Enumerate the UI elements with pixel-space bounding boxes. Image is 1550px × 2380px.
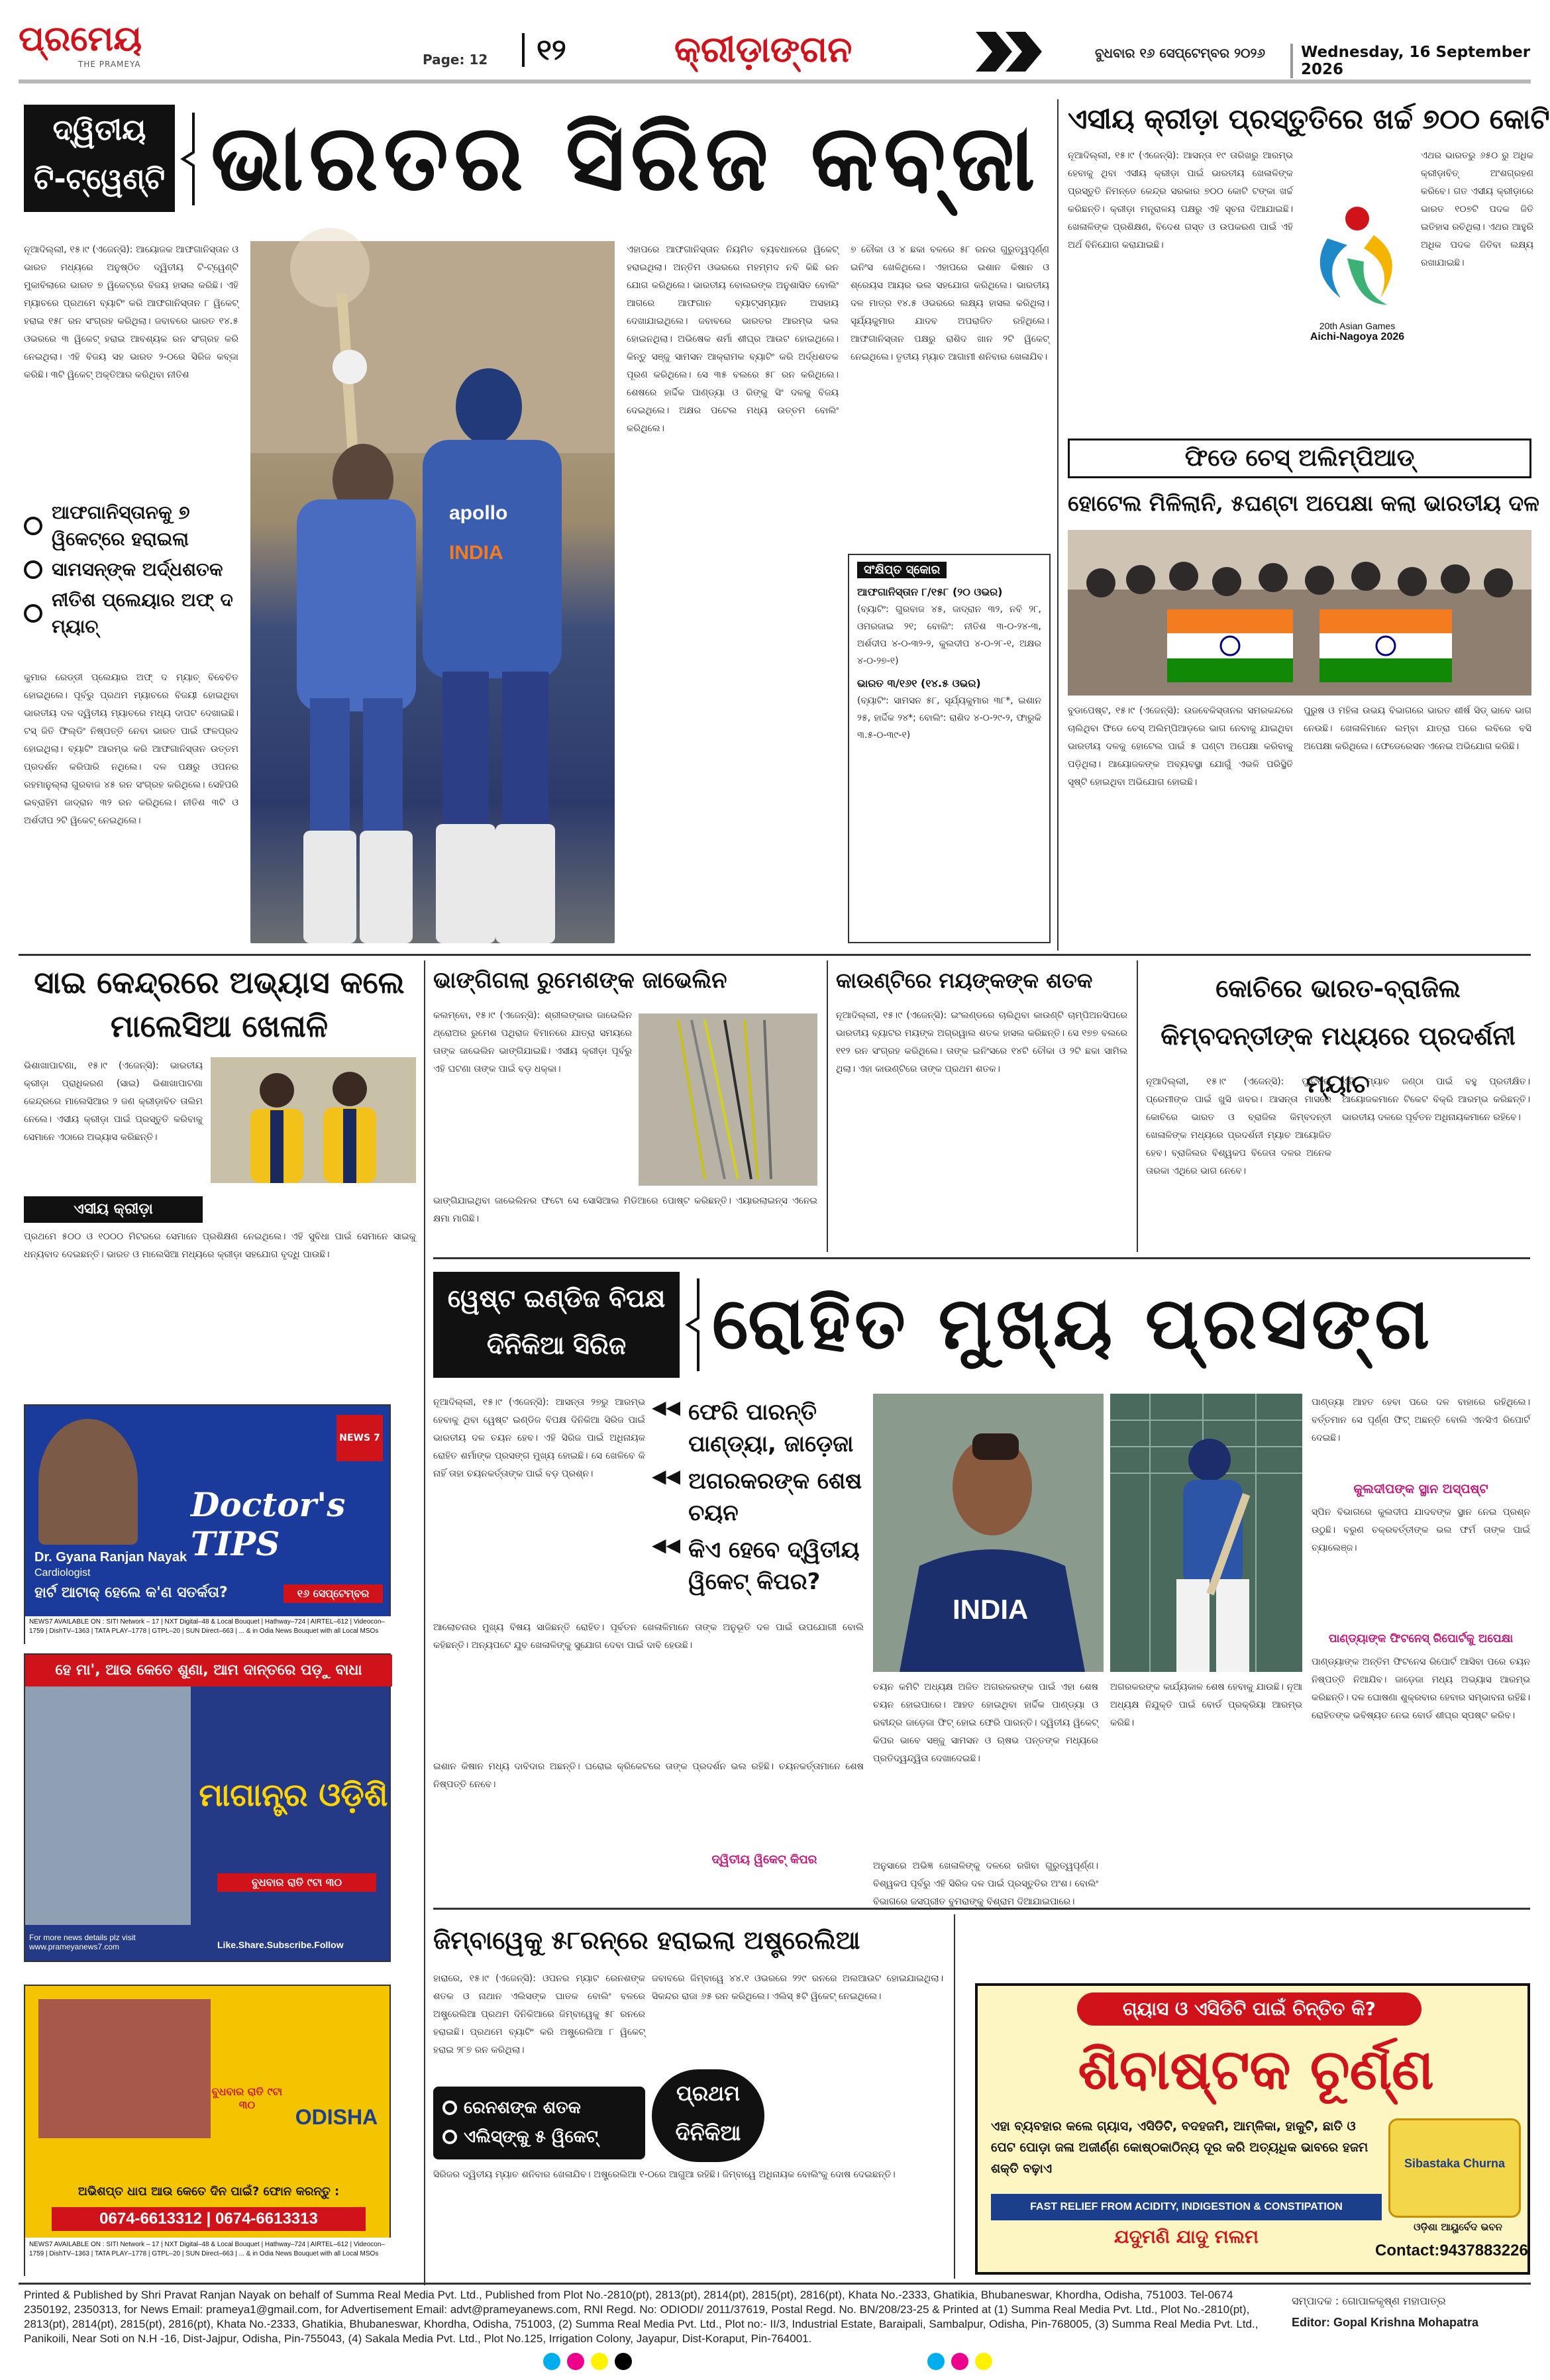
section-rule	[19, 954, 1531, 956]
kicker-divider-icon	[685, 1278, 705, 1371]
rohit-body-col1b: ଆଲୋଚନାର ମୁଖ୍ୟ ବିଷୟ ସାଜିଛନ୍ତି ରୋହିତ। ପୂର୍ବତନ ଖେଳାଳିମାନେ ତାଙ୍କ ଅନୁଭୂତି ଦଳ ପାଇଁ ଉପଯୋଗୀ ବୋଲି କହିଛନ୍ତି। ଅନ୍ୟପଟେ ଯୁବ ଖେଳାଳିଙ୍କୁ ସୁଯୋଗ ଦେବା ପାଇଁ ଦାବି ହେଉଛି।	[433, 1622, 864, 1651]
rohit-body-col3b: ଅଗରକରଙ୍କ କାର୍ଯ୍ୟକାଳ ଶେଷ ହେବାକୁ ଯାଉଛି। ନୂଆ ଅଧ୍ୟକ୍ଷ ନିଯୁକ୍ତି ପାଇଁ ବୋର୍ଡ ପ୍ରକ୍ରିୟା ଆରମ୍ଭ କରିଛି।	[1110, 1682, 1302, 1728]
page-label: Page: 12	[423, 52, 488, 68]
churna-pack-label: Sibastaka Churna	[1404, 2157, 1506, 2170]
rohit-body-col3: ଅନୁସାରେ ଅଭିଜ୍ଞ ଖେଳାଳିଙ୍କୁ ଦଳରେ ରଖିବା ଗୁରୁତ୍ୱପୂର୍ଣ୍ଣ। ବିଶ୍ୱକପ ପୂର୍ବରୁ ଏହି ସିରିଜ ଦଳ ପାଇଁ ପ୍ରସ୍ତୁତିର ଅଂଶ। ବୋଲିଂ ବିଭାଗରେ ଜସପ୍ରୀତ ବୁମରାଙ୍କୁ ବିଶ୍ରାମ ଦିଆଯାଇପାରେ।	[873, 1861, 1098, 1907]
sai-photo	[211, 1057, 416, 1183]
registration-marks	[543, 2353, 1007, 2373]
brazil-body-col1: ନୂଆଦିଲ୍ଲୀ, ୧୫।୯ (ଏଜେନ୍ସି): ଫୁଟବଲ ପ୍ରେମୀଙ୍କ ପାଇଁ ଖୁସି ଖବର। ଆସନ୍ତା ମାସରେ କୋଚିରେ ଭାରତ ଓ ବ୍ରାଜିଲ କିମ୍ବଦନ୍ତୀ ଖେଳାଳିଙ୍କ ମଧ୍ୟରେ ପ୍ରଦର୍ଶନୀ ମ୍ୟାଚ ଆୟୋଜିତ ହେବ। ବ୍ରାଜିଲର ବିଶ୍ୱକପ ବିଜେତା ଦଳର ଅନେକ ତାରକା ଏଥିରେ ଭାଗ ନେବେ।	[1146, 1076, 1331, 1176]
odisha-ad-title: ODISHA	[295, 2105, 378, 2129]
doctor-ad-name: Dr. Gyana Ranjan Nayak	[34, 1550, 187, 1565]
sai-athletes-illustration	[211, 1057, 416, 1183]
scorecard-box	[848, 554, 1051, 943]
doctor-ad-photo	[38, 1419, 138, 1545]
cricketer-illustration	[250, 241, 615, 943]
chess-body-col1: ବୁଡାପେଷ୍ଟ, ୧୫।୯ (ଏଜେନ୍ସି): ଉଜବେକିସ୍ତାନର ସମରକନ୍ଦରେ ଚାଲିଥିବା ଫିଡେ ଚେସ୍ ଅଲିମ୍ପିଆଡ଼ରେ ଭାଗ ନେବାକୁ ଯାଇଥିବା ଭାରତୀୟ ଦଳକୁ ହୋଟେଲ ପାଇଁ ୫ ଘଣ୍ଟା ଅପେକ୍ଷା କରିବାକୁ ପଡ଼ିଥିଲା। ଆୟୋଜକଙ୍କ ଅବ୍ୟବସ୍ଥା ଯୋଗୁଁ ଏଭଳି ପରିସ୍ଥିତି ସୃଷ୍ଟି ହୋଇଥିବା ଅଭିଯୋଗ ହୋଇଛି।	[1068, 705, 1293, 788]
chess-kicker: ଫିଡେ ଚେସ୍ ଅଲିମ୍ପିଆଡ୍	[1068, 439, 1531, 478]
churna-ad[interactable]	[975, 1983, 1530, 2275]
rohit-kicker-line1: ୱେଷ୍ଟ ଇଣ୍ଡିଜ ବିପକ୍ଷ	[447, 1284, 666, 1313]
churna-pack	[1388, 2118, 1521, 2218]
rohit-illustration	[1110, 1394, 1302, 1672]
odisha-ad-footer: NEWS7 AVAILABLE ON : SITI Network – 17 | NXT Digital–48 & Local Bouquet | Hathway–724 | AIRTEL–612 | Videocon–1759 | DishTV–1363 | TATA PLAY–1778 | GTPL–20 | SUN Direct–663 | ... & in Odia News Bouquet with all Local MSOs	[25, 2238, 392, 2277]
zim-point: ଏଲିସ୍‌ଙ୍କୁ ୫ ୱିକେଟ୍	[442, 2122, 636, 2151]
lead-bullet: ସାମସନ୍‌ଙ୍କ ଅର୍ଦ୍ଧଶତକ	[24, 556, 242, 583]
churna-ad-top: ଗ୍ୟାସ ଓ ଏସିଡିଟି ପାଇଁ ଚିନ୍ତିତ କି?	[1077, 1992, 1421, 2026]
rohit-points	[652, 1396, 864, 1598]
churna-ad-brand: ଯଦୁମଣି ଯାଦୁ ମଲମ	[1113, 2226, 1259, 2248]
date-odia: ବୁଧବାର ୧୬ ସେପ୍ଟେମ୍ବର ୨୦୨୬	[1095, 45, 1266, 61]
logo-text: ପ୍ରମେୟ	[19, 19, 142, 59]
zim-body-col2: ଜବାବରେ ଜିମ୍ବାୱେ ୪୪.୧ ଓଭରରେ ୨୨୯ ରନରେ ଅଲଆଉଟ ହୋଇଯାଇଥିଲା। ସିକନ୍ଦର ରାଜା ୬୫ ରନ କରିଥିଲେ। ଏଲିସ୍ ୫ଟି ୱିକେଟ୍ ନେଇଥିଲେ।	[652, 1973, 943, 2002]
sai-body: ଭିଶାଖାପାଟଣା, ୧୫।୯ (ଏଜେନ୍ସି): ଭାରତୀୟ କ୍ରୀଡ଼ା ପ୍ରାଧିକରଣ (ସାଇ) ଭିଶାଖାପାଟଣା କେନ୍ଦ୍ରରେ ମାଲେସିଆର ୨ ଜଣ କ୍ରୀଡ଼ାବିତ ତାଲିମ ନେଲେ। ଏସୀୟ କ୍ରୀଡ଼ା ପାଇଁ ପ୍ରସ୍ତୁତି କରିବାକୁ ସେମାନେ ଏଠାରେ ଅଭ୍ୟାସ କରିଛନ୍ତି।	[24, 1061, 203, 1143]
doctor-tips-ad[interactable]	[24, 1404, 391, 1644]
section-title: କ୍ରୀଡ଼ାଙ୍ଗନ	[674, 28, 852, 70]
rohit-photo	[1110, 1394, 1302, 1672]
zim-body-col1: ହାରାରେ, ୧୫।୯ (ଏଜେନ୍ସି): ଓପନର ମ୍ୟାଟ ରେନଶଙ୍କ ଶତକ ଓ ନାଥାନ ଏଲିସଙ୍କ ଘାତକ ବୋଲିଂ ବଳରେ ଅଷ୍ଟ୍ରେଲିଆ ପ୍ରଥମ ଦିନିକିଆରେ ଜିମ୍ବାୱେକୁ ୫୮ ରନରେ ହରାଇଛି। ପ୍ରଥମେ ବ୍ୟାଟିଂ କରି ଅଷ୍ଟ୍ରେଲିଆ ୮ ୱିକେଟ୍ ହରାଇ ୨୮୭ ରନ କରିଥିଲା।	[433, 1973, 645, 2055]
lead-bullets	[24, 499, 242, 640]
masthead	[19, 19, 1531, 78]
doctor-ad-title: Doctor's TIPS	[191, 1485, 346, 1563]
column-rule	[1057, 99, 1059, 951]
rohit-body-col2: ଚୟନ କମିଟି ଅଧ୍ୟକ୍ଷ ଅଜିତ ଅଗରକରଙ୍କ ପାଇଁ ଏହା ଶେଷ ଚୟନ ହୋଇପାରେ। ଆହତ ହୋଇଥିବା ହାର୍ଦ୍ଦିକ ପାଣ୍ଡ୍ୟା ଓ ରବୀନ୍ଦ୍ର ଜାଡ଼େଜା ଫିଟ୍ ହୋଇ ଫେରି ପାରନ୍ତି। ଦ୍ୱିତୀୟ ୱିକେଟ୍ କିପର ଭାବେ ସଞ୍ଜୁ ସାମସନ ଓ ଋଷଭ ପନ୍ତଙ୍କ ମଧ୍ୟରେ ପ୍ରତିଦ୍ୱନ୍ଦ୍ୱିତା ଦେଖାଦେଇଛି।	[873, 1682, 1098, 1764]
scorecard-team2: ଭାରତ ୩/୧୬୧ (୧୪.୫ ଓଭର)	[857, 677, 981, 690]
rohit-body-col2b: ଇଶାନ କିଷାନ ମଧ୍ୟ ଦାବିଦାର ଅଛନ୍ତି। ଘରୋଇ କ୍ରିକେଟରେ ତାଙ୍କ ପ୍ରଦର୍ଶନ ଭଲ ରହିଛି। ଚୟନକର୍ତ୍ତାମାନେ ଶେଷ ନିଷ୍ପତ୍ତି ନେବେ।	[433, 1761, 864, 1790]
churna-ad-desc: ଏହା ବ୍ୟବହାର କଲେ ଗ୍ୟାସ, ଏସିଡିଟି, ବଦହଜମି, ଆମ୍ଳିକା, ହାକୁଟି, ଛାତି ଓ ପେଟ ପୋଡ଼ା ଜଳା ଅଜୀର୍ଣ୍ଣ କୋଷ୍ଠକାଠିନ୍ୟ ଦୂର କରି ଅତ୍ୟଧିକ ଭାବରେ ହଜମ ଶକ୍ତି ବଢ଼ାଏ	[991, 2119, 1369, 2176]
rohit-headline: ରୋହିତ ମୁଖ୍ୟ ପ୍ରସଙ୍ଗ	[712, 1282, 1434, 1365]
zim-badge-line1: ପ୍ରଥମ	[676, 2081, 741, 2106]
zim-point: ରେନଶଙ୍କ ଶତକ	[442, 2093, 636, 2122]
rohit-point: ◀◀ କିଏ ହେବେ ଦ୍ୱିତୀୟ ୱିକେଟ୍ କିପର?	[652, 1534, 864, 1598]
lead-body-col2: ଏହାପରେ ଆଫଗାନିସ୍ତାନ ନିୟମିତ ବ୍ୟବଧାନରେ ୱିକେଟ୍ ହରାଇଥିଲା। ଅନ୍ତିମ ଓଭରରେ ମହମ୍ମଦ ନବି କିଛି ରନ ଯୋଗ କରିଥିଲେ। ଭାରତୀୟ ବୋଲରଙ୍କ ଅନୁଶାସିତ ବୋଲିଂ ଆଗରେ ଆଫଗାନ ବ୍ୟାଟ୍ସମ୍ୟାନ ଅସହାୟ ଦେଖାଯାଇଥିଲେ। ଜବାବରେ ଭାରତର ଆରମ୍ଭ ଭଲ ହୋଇନଥିଲା। ଅଭିଷେକ ଶର୍ମା ଶୀଘ୍ର ଆଉଟ ହୋଇଥିଲେ। କିନ୍ତୁ ସଞ୍ଜୁ ସାମସନ ଆକ୍ରାମକ ବ୍ୟାଟିଂ କରି ଅର୍ଦ୍ଧଶତକ ପୂରଣ କରିଥିଲେ। ସେ ୩୫ ବଲରେ ୫୮ ରନ କରିଥିଲେ। ଶେଷରେ ହାର୍ଦ୍ଦିକ ପାଣ୍ଡ୍ୟା ଓ ରିଙ୍କୁ ସିଂ ଦଳକୁ ବିଜୟ ଦେଇଥିଲେ। ଅକ୍ଷର ପଟେଲ ମଧ୍ୟ ଉତ୍ତମ ବୋଲିଂ କରିଥିଲେ।	[627, 244, 839, 434]
tv-show-ad[interactable]	[24, 1653, 391, 1962]
rohit-point: ◀◀ ଅଗରକରଙ୍କ ଶେଷ ଚୟନ	[652, 1465, 864, 1529]
rohit-subhead: କୁଲଦୀପଙ୍କ ସ୍ଥାନ ଅସ୍ପଷ୍ଟ	[1312, 1477, 1530, 1501]
svg-text:apollo: apollo	[449, 502, 508, 524]
churna-ad-company: ଓଡ଼ିଶା ଆୟୁର୍ବେଦ ଭବନ	[1414, 2221, 1502, 2233]
lead-kicker-line2: ଟି-ଟ୍ୱେଣ୍ଟି	[33, 162, 166, 196]
column-rule	[827, 960, 828, 1252]
footer-editor: Editor: Gopal Krishna Mohapatra	[1292, 2316, 1479, 2329]
svg-text:INDIA: INDIA	[449, 542, 503, 564]
chess-headline: ହୋଟେଲ ମିଳିଲାନି, ୫ଘଣ୍ଟା ଅପେକ୍ଷା କଲା ଭାରତୀୟ ଦଳ	[1068, 490, 1540, 516]
rohit-body-col4b: ସ୍ପିନ ବିଭାଗରେ କୁଲଦୀପ ଯାଦବଙ୍କ ସ୍ଥାନ ନେଇ ପ୍ରଶ୍ନ ଉଠୁଛି। ବରୁଣ ଚକ୍ରବର୍ତ୍ତୀଙ୍କ ଭଲ ଫର୍ମ ତାଙ୍କ ପାଇଁ ଚ୍ୟାଲେଞ୍ଜ।	[1312, 1507, 1530, 1553]
pandya-illustration	[873, 1394, 1104, 1672]
section-rule	[433, 1908, 1530, 1910]
double-chevron-left-icon: ◀◀	[652, 1465, 681, 1487]
asian-games-body-col2: ଏଥର ଭାରତରୁ ୬୫୦ ରୁ ଅଧିକ କ୍ରୀଡ଼ାବିତ୍ ଅଂଶଗ୍ରହଣ କରିବେ। ଗତ ଏସୀୟ କ୍ରୀଡ଼ାରେ ଭାରତ ୧୦୭ଟି ପଦକ ଜିତି ଇତିହାସ ରଚିଥିଲା। ଏଥର ଆହୁରି ଅଧିକ ପଦକ ଜିତିବା ଲକ୍ଷ୍ୟ ରଖାଯାଇଛି।	[1421, 150, 1533, 268]
chess-team-illustration	[1068, 530, 1531, 696]
doctor-ad-role: Cardiologist	[34, 1567, 91, 1578]
odisha-show-ad[interactable]	[24, 1985, 391, 2276]
zim-badge-line2: ଦିନିକିଆ	[675, 2120, 741, 2146]
kicker-divider-icon	[180, 113, 200, 205]
rohit-body-col4: ପାଣ୍ଡ୍ୟା ଆହତ ହେବା ପରେ ଦଳ ବାହାରେ ରହିଥିଲେ। ବର୍ତ୍ତମାନ ସେ ପୂର୍ଣ୍ଣ ଫିଟ୍ ଅଛନ୍ତି ବୋଲି ଏନସିଏ ରିପୋର୍ଟ ଦେଇଛି।	[1312, 1397, 1530, 1443]
churna-ad-relief: FAST RELIEF FROM ACIDITY, INDIGESTION & CONSTIPATION	[991, 2194, 1382, 2220]
footer-rule	[19, 2283, 1531, 2285]
rohit-point: ◀◀ ଫେରି ପାରନ୍ତି ପାଣ୍ଡ୍ୟା, ଜାଡ଼େଜା	[652, 1396, 864, 1460]
chess-team-photo	[1068, 530, 1531, 696]
county-body: ନୂଆଦିଲ୍ଲୀ, ୧୫।୯ (ଏଜେନ୍ସି): ଇଂଲଣ୍ଡରେ ଚାଲିଥିବା କାଉଣ୍ଟି ଚାମ୍ପିଅନସିପରେ ଭାରତୀୟ ବ୍ୟାଟର ମୟଙ୍କ ଅଗ୍ରୱାଲ ଶତକ ହାସଲ କରିଛନ୍ତି। ସେ ୧୭୭ ବଲରେ ୧୧୨ ରନ ସଂଗ୍ରହ କରିଥିଲେ। ତାଙ୍କ ଇନିଂସରେ ୧୪ଟି ଚୌକା ଓ ୨ଟି ଛକା ସାମିଲ ଥିଲା। ଏହା କାଉଣ୍ଟିରେ ତାଙ୍କ ପ୍ରଥମ ଶତକ।	[836, 1010, 1127, 1074]
scorecard-team1: ଆଫଗାନିସ୍ତାନ ୮/୧୫୮ (୨୦ ଓଭର)	[857, 586, 1003, 598]
lead-bullet: ଆଫଗାନିସ୍ତାନକୁ ୭ ୱିକେଟ୍‌ରେ ହରାଇଲା	[24, 499, 242, 552]
lead-body-col1b: କୁମାର ରେଡ୍ଡୀ ପ୍ଲେୟାର ଅଫ୍ ଦ ମ୍ୟାଚ୍ ବିବେଚିତ ହୋଇଥିଲେ। ପୂର୍ବରୁ ପ୍ରଥମ ମ୍ୟାଚରେ ବିଜୟୀ ହୋଇଥିବା ଭାରତୀୟ ଦଳ ଦ୍ୱିତୀୟ ମ୍ୟାଚରେ ମଧ୍ୟ ଦାପଟ ଦେଖାଇଛି। ଟସ୍ ଜିତି ଫିଲ୍ଡିଂ ନିଷ୍ପତ୍ତି ନେବା ଭାରତ ପାଇଁ ଫଳପ୍ରଦ ହୋଇଥିଲା। ବ୍ୟାଟିଂ ଆରମ୍ଭ କରି ଆଫଗାନିସ୍ତାନ ଉତ୍ତମ ପ୍ରଦର୍ଶନ କରିପାରି ନଥିଲେ। ଦଳ ପକ୍ଷରୁ ଓପନର ରହମାନୁଲ୍ଲା ଗୁରବାଜ ୪୫ ରନ ସଂଗ୍ରହ କରିଥିଲେ। ସେହିପରି ଇବ୍ରାହିମ ଜାଦ୍ରାନ ୩୨ ରନ କରିଥିଲେ। ନୀତିଶ ୩ଟି ଓ ଅର୍ଶଦୀପ ୨ଟି ୱିକେଟ୍ ନେଇଥିଲେ।	[24, 672, 238, 826]
tv-ad-site[interactable]: For more news details plz visit www.prameyanews7.com	[29, 1933, 136, 1951]
footer-imprint: Printed & Published by Shri Pravat Ranjan Nayak on behalf of Summa Real Media Pvt. Ltd., Published from Plot No.-2810(pt), 2813(pt), 2814(pt), 2815(pt), 2816(pt), Khata No.-2333, Ghatikia, Bhubaneswar, Khordha, Odisha, 751003. Tel-0674 2350192, 2350313, for News Email: prameya1@gmail.com, for Advertisement Email: advt@prameyanews.com, RNI Regd. No: ODIODI/ 2011/37619, Postal Regd. No. BN/208/23-25 & Printed at (1) Summa Real Media Pvt. Ltd., Plot No.-2810(pt), 2813(pt), 2814(pt), 2815(pt), 2816(pt), Khata No.-2333, Ghatikia, Bhubaneswar, Khordha, Odisha, 751003, (2) Summa Real Media Pvt. Ltd., Plot no:- II/3, Industrial Estate, Baraipali, Sambalpur, Odisha, Pin-768005, (3) Summa Real Media Pvt. Ltd., Panikoili, Near Soti on N.H -16, Dist-Jajpur, Odisha, Pin-755043, (4) Sakala Media Pvt. Ltd., Plot No.125, Irrigation Colony, Jayapur, Dist-Koraput, Pin-764001.	[24, 2289, 1259, 2345]
svg-text:INDIA: INDIA	[953, 1594, 1029, 1625]
javelin-body2: ଭାଙ୍ଗିଯାଇଥିବା ଜାଭେଲିନର ଫଟୋ ସେ ସୋସିଆଲ ମିଡିଆରେ ପୋଷ୍ଟ କରିଛନ୍ତି। ଏୟାରଲାଇନ୍ସ ଏନେଇ କ୍ଷମା ମାଗିଛି।	[433, 1196, 817, 1224]
news7-logo: NEWS 7	[336, 1415, 383, 1461]
tv-ad-show: ମାଗାନ୍ତ୍ର ଓଡ଼ିଶି	[199, 1777, 388, 1814]
rohit-body-col1: ନୂଆଦିଲ୍ଲୀ, ୧୫।୯ (ଏଜେନ୍ସି): ଆସନ୍ତା ୨୭ରୁ ଆରମ୍ଭ ହେବାକୁ ଥିବା ୱେଷ୍ଟ ଇଣ୍ଡିଜ ବିପକ୍ଷ ଦିନିକିଆ ସିରିଜ ପାଇଁ ଭାରତୀୟ ଦଳ ଚୟନ ହେବ। ଏହି ସିରିଜ ପାଇଁ ଅଧିନାୟକ ରୋହିତ ଶର୍ମାଙ୍କ ପ୍ରସଙ୍ଗ ମୁଖ୍ୟ ହୋଇଛି। ସେ ଖେଳିବେ କି ନାହିଁ ତାହା ଚୟନକର୍ତ୍ତାଙ୍କ ପାଇଁ ବଡ଼ ପ୍ରଶ୍ନ।	[433, 1397, 645, 1479]
churna-ad-contact[interactable]: Contact:9437883226	[1375, 2242, 1528, 2259]
javelin-photo	[639, 1013, 817, 1186]
odisha-ad-photo	[38, 1999, 211, 2138]
odisha-ad-time: ବୁଧବାର ରାତି ୯ଟା ୩୦	[211, 2085, 283, 2111]
chess-body-col2: ପୁରୁଷ ଓ ମହିଳା ଉଭୟ ବିଭାଗରେ ଭାରତ ଶୀର୍ଷ ସିଡ୍ ଭାବେ ଭାଗ ନେଉଛି। ଖେଳାଳିମାନେ ଲମ୍ବା ଯାତ୍ରା ପରେ ଲବିରେ ବସି ଅପେକ୍ଷା କରିଥିଲେ। ଫେଡେରେସନ ଏନେଇ ଅଭିଯୋଗ କରିଛି।	[1304, 705, 1531, 752]
churna-ad-name: ଶିବାଷ୍ଟକ ଚୂର୍ଣ୍ଣ	[1078, 2036, 1434, 2102]
logo[interactable]	[19, 19, 181, 72]
tv-ad-time: ବୁଧବାର ରାତି ୯ଟା ୩୦	[217, 1873, 376, 1892]
doctor-ad-question: ହାର୍ଟ ଆଟାକ୍ ହେଲେ କ'ଣ ସତର୍କତା?	[34, 1584, 228, 1601]
zim-points	[433, 2087, 645, 2159]
sai-body2: ପ୍ରଥମେ ୫୦୦ ଓ ୧୦୦୦ ମିଟରରେ ସେମାନେ ପ୍ରଶିକ୍ଷଣ ନେଇଥିଲେ। ଏହି ସୁବିଧା ପାଇଁ ସେମାନେ ସାଇକୁ ଧନ୍ୟବାଦ ଦେଇଛନ୍ତି। ଭାରତ ଓ ମାଲେସିଆ ମଧ୍ୟରେ କ୍ରୀଡ଼ା ସହଯୋଗ ବୃଦ୍ଧି ପାଉଛି।	[24, 1231, 416, 1260]
logo-subtitle: THE PRAMEYA	[78, 60, 141, 69]
column-rule	[424, 960, 425, 2285]
brazil-body-col2: ଏହି ମ୍ୟାଚ ଜଣ୍ଠା ପାଇଁ ବହୁ ପ୍ରତୀକ୍ଷିତ। ଆୟୋଜକମାନେ ଟିକେଟ ବିକ୍ରି ଆରମ୍ଭ କରିଛନ୍ତି। ଭାରତୀୟ ଦଳରେ ପୂର୍ବତନ ଅଧିନାୟକମାନେ ରହିବେ।	[1342, 1076, 1530, 1123]
doctor-ad-footer: NEWS7 AVAILABLE ON : SITI Network – 17 | NXT Digital–48 & Local Bouquet | Hathway–724 | AIRTEL–612 | Videocon–1759 | DishTV–1363 | TATA PLAY–1778 | GTPL–20 | SUN Direct–663 | ... & in Odia News Bouquet with all Local MSOs	[25, 1616, 392, 1645]
zim-headline: ଜିମ୍ବାୱେକୁ ୫୮ରନ୍‌ରେ ହରାଇଲା ଅଷ୍ଟ୍ରେଲିଆ	[433, 1925, 860, 1955]
tv-ad-banner: ହେ ମା', ଆଉ କେତେ ଶୁଣା, ଆମ ଦାନ୍ତରେ ପଡ଼ୁ ବାଧା	[25, 1655, 392, 1686]
javelin-headline: ଭାଙ୍ଗିଗଲା ରୁମେଶଙ୍କ ଜାଭେଲିନ	[433, 967, 727, 994]
scorecard-team2-details: (ବ୍ୟାଟିଂ: ସାମସନ ୫୮, ସୂର୍ଯ୍ୟକୁମାର ୩୮*, ଇଶାନ ୨୫, ହାର୍ଦ୍ଦିକ ୨୪*; ବୋଲିଂ: ରାଶିଦ ୪-୦-୨୯-୨, ଫାରୁକି ୩.୫-୦-୩୯-୧)	[857, 696, 1041, 741]
rohit-subhead: ପାଣ୍ଡ୍ୟାଙ୍କ ଫିଟନେସ୍ ରିପୋର୍ଟକୁ ଅପେକ୍ଷା	[1312, 1627, 1530, 1651]
scorecard-team1-details: (ବ୍ୟାଟିଂ: ଗୁରବାଜ ୪୫, ଜାଦ୍ରାନ ୩୨, ନବି ୨୮, ଓମରଜାଇ ୨୧; ବୋଲିଂ: ନୀତିଶ ୩-୦-୨୪-୩, ଅର୍ଶଦୀପ ୪-୦-୩୨-୨, କୁଲଦୀପ ୪-୦-୨୮-୧, ଅକ୍ଷର ୪-୦-୨୭-୧)	[857, 604, 1041, 666]
rohit-subhead: ଦ୍ୱିତୀୟ ୱିକେଟ୍ କିପର	[665, 1848, 864, 1872]
chevron-right-icon	[976, 32, 1055, 72]
column-rule	[954, 1914, 955, 2279]
masthead-rule	[19, 79, 1531, 83]
lead-kicker	[24, 105, 175, 212]
odisha-ad-phone[interactable]: 0674-6613312 | 0674-6613313	[52, 2207, 366, 2231]
asian-games-logo-line2: Aichi-Nagoya 2026	[1310, 331, 1405, 342]
sai-kicker: ଏସୀୟ କ୍ରୀଡ଼ା	[24, 1196, 203, 1223]
asian-games-headline: ଏସୀୟ କ୍ରୀଡ଼ା ପ୍ରସ୍ତୁତିରେ ଖର୍ଚ୍ଚ ୭୦୦ କୋଟି	[1068, 103, 1550, 135]
lead-headline: ଭାରତର ସିରିଜ କବ୍‌ଜା	[211, 103, 1041, 211]
scorecard-title: ସଂକ୍ଷିପ୍ତ ସ୍କୋର	[857, 562, 947, 578]
brazil-headline: କୋଚିରେ ଭାରତ-ବ୍ରାଜିଲ କିମ୍ବଦନ୍ତୀଙ୍କ ମଧ୍ୟରେ ପ୍ରଦର୍ଶନୀ ମ୍ୟାଚ	[1161, 973, 1516, 1098]
rohit-kicker-line2: ଦିନିକିଆ ସିରିଜ	[486, 1331, 627, 1360]
rohit-body-col4c: ପାଣ୍ଡ୍ୟାଙ୍କ ଅନ୍ତିମ ଫିଟନେସ ରିପୋର୍ଟ ଆସିବା ପରେ ଚୟନ ନିଷ୍ପତ୍ତି ନିଆଯିବ। ଜାଡ଼େଜା ମଧ୍ୟ ଅଭ୍ୟାସ ଆରମ୍ଭ କରିଛନ୍ତି। ଦଳ ଘୋଷଣା ଶୁକ୍ରବାର ହେବାର ସମ୍ଭାବନା ରହିଛି। ରୋହିତଙ୍କ ଭବିଷ୍ୟତ ନେଇ ବୋର୍ଡ ଶୀଘ୍ର ସ୍ପଷ୍ଟ କରିବ।	[1312, 1657, 1530, 1721]
zim-body-col3: ସିରିଜର ଦ୍ୱିତୀୟ ମ୍ୟାଚ ଶନିବାର ଖେଳାଯିବ। ଅଷ୍ଟ୍ରେଲିଆ ୧-୦ରେ ଆଗୁଆ ରହିଛି। ଜିମ୍ବାୱେ ଅଧିନାୟକ ବୋଲିଂକୁ ଦୋଷ ଦେଇଛନ୍ତି।	[433, 2169, 896, 2180]
column-rule	[1137, 960, 1138, 1252]
tv-ad-social[interactable]: Like.Share.Subscribe.Follow	[217, 1940, 344, 1950]
lead-body-col3: ୭ ଚୌକା ଓ ୪ ଛକା ବଳରେ ୫୮ ରନର ଗୁରୁତ୍ୱପୂର୍ଣ୍ଣ ଇନିଂସ ଖେଳିଥିଲେ। ଏହାପରେ ଇଶାନ କିଷାନ ଓ ଶ୍ରେୟସ ଆୟର ଭଲ ସହଯୋଗ କରିଥିଲେ। ଭାରତୀୟ ଦଳ ମାତ୍ର ୧୪.୫ ଓଭରରେ ଲକ୍ଷ୍ୟ ହାସଲ କରିଥିଲା। ସୂର୍ଯ୍ୟକୁମାର ଯାଦବ ଅପରାଜିତ ରହିଥିଲେ। ଆଫଗାନିସ୍ତାନ ପକ୍ଷରୁ ରାଶିଦ ଖାନ ୨ଟି ୱିକେଟ୍ ନେଇଥିଲେ। ତୃତୀୟ ମ୍ୟାଚ ଆଗାମୀ ଶନିବାର ଖେଳାଯିବ।	[851, 244, 1049, 362]
odisha-ad-caption: ଅଭିଶପ୍ତ ଧାପ ଆଉ କେତେ ଦିନ ପାଇଁ? ଫୋନ କରନ୍ତୁ :	[78, 2185, 340, 2199]
lead-kicker-line1: ଦ୍ୱିତୀୟ	[52, 113, 146, 147]
double-chevron-left-icon: ◀◀	[652, 1396, 681, 1418]
county-headline: କାଉଣ୍ଟିରେ ମୟଙ୍କଙ୍କ ଶତକ	[836, 968, 1093, 993]
sai-headline: ସାଇ କେନ୍ଦ୍ରରେ ଅଭ୍ୟାସ କଲେ ମାଲେସିଆ ଖେଳାଳି	[34, 964, 405, 1044]
javelin-body: କଲମ୍ବୋ, ୧୫।୯ (ଏଜେନ୍ସି): ଶ୍ରୀଲଙ୍କାର ଜାଭେଲିନ ଥ୍ରୋଅର ରୁମେଶ ପଥିରାଜ ବିମାନରେ ଯାତ୍ରା ସମୟରେ ତାଙ୍କ ଜାଭେଲିନ ଭାଙ୍ଗିଯାଇଛି। ଏସୀୟ କ୍ରୀଡ଼ା ପୂର୍ବରୁ ଏହି ଘଟଣା ତାଙ୍କ ପାଇଁ ବଡ଼ ଧକ୍କା।	[433, 1010, 632, 1074]
double-chevron-left-icon: ◀◀	[652, 1534, 681, 1556]
lead-body-col1: ନୂଆଦିଲ୍ଲୀ, ୧୫।୯ (ଏଜେନ୍ସି): ଆୟୋଜକ ଆଫଗାନିସ୍ତାନ ଓ ଭାରତ ମଧ୍ୟରେ ଅନୁଷ୍ଠିତ ଦ୍ୱିତୀୟ ଟି-ଟ୍ୱେଣ୍ଟି ମୁକାବିଲାରେ ଭାରତ ୭ ୱିକେଟ୍‌ରେ ବିଜୟ ହାସଲ କରିଛି। ଏହି ମ୍ୟାଚରେ ପ୍ରଥମେ ବ୍ୟାଟିଂ କରି ଆଫଗାନିସ୍ତାନ ୮ ୱିକେଟ୍ ହରାଇ ୧୫୮ ରନ ସଂଗ୍ରହ କରିଥିଲା। ଜବାବରେ ଭାରତ ୧୪.୫ ଓଭରରେ ୩ ୱିକେଟ୍ ହରାଇ ଆବଶ୍ୟକ ରନ ସଂଗ୍ରହ କରି ନେଇଥିଲା। ଏହି ବିଜୟ ସହ ଭାରତ ୨-୦ରେ ସିରିଜ କବ୍‌ଜା କରିଛି। ୩ଟି ୱିକେଟ୍ ଅକ୍ତିଆର କରିଥିବା ନୀତିଶ	[24, 244, 238, 380]
asian-games-logo-line1: 20th Asian Games	[1319, 321, 1396, 331]
tv-ad-scene	[25, 1686, 191, 1925]
page-number: ୧୨	[522, 33, 566, 67]
section-rule	[433, 1257, 1530, 1259]
pandya-photo	[873, 1394, 1104, 1672]
asian-games-body-col1: ନୂଆଦିଲ୍ଲୀ, ୧୫।୯ (ଏଜେନ୍ସି): ଆସନ୍ତା ୧୯ ତାରିଖରୁ ଆରମ୍ଭ ହେବାକୁ ଥିବା ଏସୀୟ କ୍ରୀଡ଼ା ପାଇଁ ଭାରତୀୟ ଖେଳାଳିଙ୍କ ପ୍ରସ୍ତୁତି ନିମନ୍ତେ କେନ୍ଦ୍ର ସରକାର ୭୦୦ କୋଟି ଟଙ୍କା ଖର୍ଚ୍ଚ କରିଛନ୍ତି। କ୍ରୀଡ଼ା ମନ୍ତ୍ରାଳୟ ପକ୍ଷରୁ ଏହି ସୂଚନା ଦିଆଯାଇଛି। ଖେଳାଳିଙ୍କ ପ୍ରଶିକ୍ଷଣ, ବିଦେଶ ଗସ୍ତ ଓ ଉପକରଣ ପାଇଁ ଏହି ଅର୍ଥ ବିନିଯୋଗ କରାଯାଇଛି।	[1068, 150, 1293, 250]
zim-badge	[652, 2069, 764, 2162]
asian-games-logo	[1301, 199, 1414, 364]
lead-bullet: ନୀତିଶ ପ୍ଲେୟାର ଅଫ୍ ଦ ମ୍ୟାଚ୍	[24, 587, 242, 640]
footer-editor-odia: ସମ୍ପାଦକ : ଗୋପାଳକୃଷ୍ଣ ମହାପାତ୍ର	[1292, 2295, 1446, 2307]
doctor-ad-date: ୧୬ ସେପ୍ଟେମ୍ବର	[284, 1584, 383, 1603]
asian-games-emblem-icon	[1301, 199, 1414, 318]
rohit-kicker	[433, 1272, 680, 1378]
date-english: Wednesday, 16 September 2026	[1290, 44, 1531, 78]
lead-photo	[250, 241, 615, 943]
broken-javelin-illustration	[639, 1013, 817, 1186]
